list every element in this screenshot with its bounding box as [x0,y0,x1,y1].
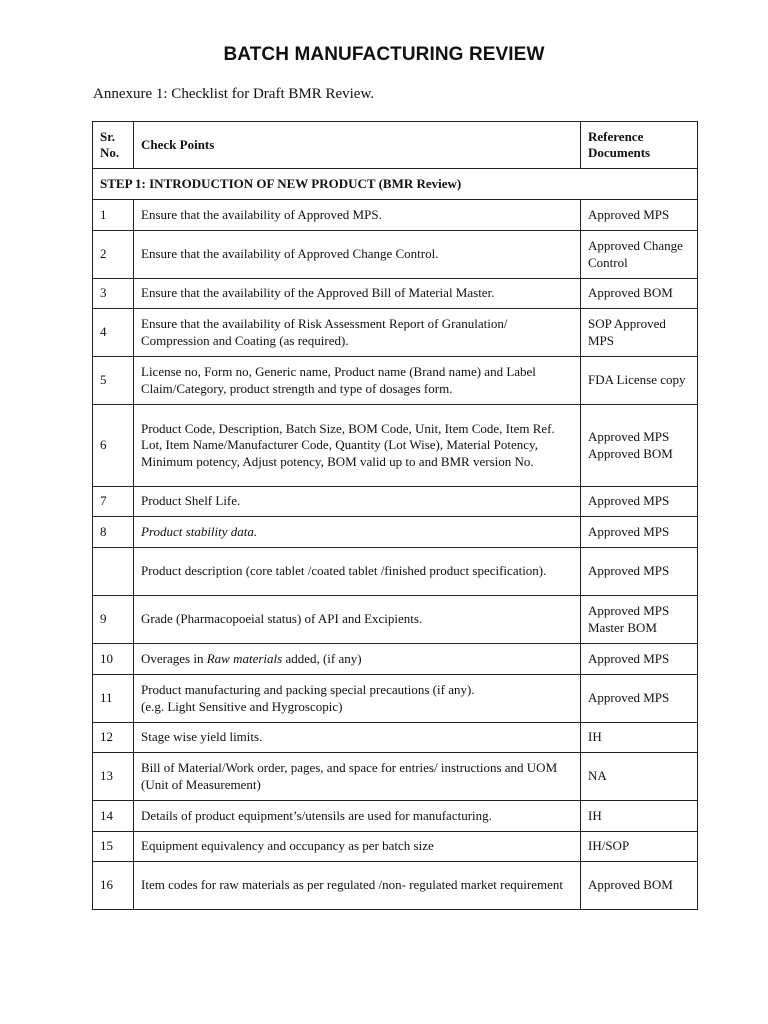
row-check-point: Item codes for raw materials as per regulated /non- regulated market requirement [134,862,581,910]
row-number: 8 [93,517,134,548]
table-row [93,405,698,487]
row-number: 11 [93,675,134,723]
table-row [93,753,698,801]
row-number: 1 [93,200,134,231]
table-row [93,517,698,548]
row-reference: Approved MPS [581,517,698,548]
row-check-point: Bill of Material/Work order, pages, and space for entries/ instructions and UOM (Unit of Measurement) [134,753,581,801]
table-row [93,231,698,279]
row-number: 5 [93,357,134,405]
row-number: 3 [93,279,134,309]
step-row [93,169,698,200]
header-sr-no: Sr. No. [93,122,134,169]
row-check-point: Product Shelf Life. [134,487,581,517]
row-number: 7 [93,487,134,517]
row-reference: Approved MPS Master BOM [581,596,698,644]
table-row [93,548,698,596]
row-number: 9 [93,596,134,644]
table-row [93,832,698,862]
row-reference: NA [581,753,698,801]
row-reference: IH [581,801,698,832]
row-check-point: Ensure that the availability of Risk Assessment Report of Granulation/ Compression and Coating (as required). [134,309,581,357]
row-check-point: Overages in Raw materials added, (if any) [134,644,581,675]
row-reference: Approved MPS Approved BOM [581,405,698,487]
row-check-point: Product description (core tablet /coated tablet /finished product specification). [134,548,581,596]
row-number: 4 [93,309,134,357]
row-reference: Approved MPS [581,675,698,723]
table-row [93,596,698,644]
document-title: BATCH MANUFACTURING REVIEW [223,44,545,65]
row-number: 16 [93,862,134,910]
table-row [93,675,698,723]
row-check-point: Stage wise yield limits. [134,723,581,753]
row-reference: IH [581,723,698,753]
row-check-point: License no, Form no, Generic name, Product name (Brand name) and Label Claim/Category, product strength and type of dosages form. [134,357,581,405]
row-reference: FDA License copy [581,357,698,405]
row-number: 2 [93,231,134,279]
table-row [93,644,698,675]
step-heading: STEP 1: INTRODUCTION OF NEW PRODUCT (BMR Review) [93,169,698,200]
row-number: 10 [93,644,134,675]
checklist-table [92,121,698,910]
row-reference: Approved MPS [581,200,698,231]
row-reference: Approved BOM [581,862,698,910]
table-row [93,309,698,357]
table-row [93,200,698,231]
row-check-point: Ensure that the availability of Approved MPS. [134,200,581,231]
row-check-point: Ensure that the availability of the Approved Bill of Material Master. [134,279,581,309]
row-number [93,548,134,596]
header-check-points: Check Points [134,122,581,169]
row-check-point: Product stability data. [134,517,581,548]
row-check-point: Details of product equipment’s/utensils are used for manufacturing. [134,801,581,832]
row-number: 12 [93,723,134,753]
row-number: 14 [93,801,134,832]
row-number: 6 [93,405,134,487]
table-row [93,862,698,910]
row-reference: Approved Change Control [581,231,698,279]
table-row [93,801,698,832]
header-reference-documents: Reference Documents [581,122,698,169]
row-reference: SOP Approved MPS [581,309,698,357]
row-number: 15 [93,832,134,862]
row-reference: Approved MPS [581,644,698,675]
row-reference: Approved BOM [581,279,698,309]
table-row [93,357,698,405]
row-reference: IH/SOP [581,832,698,862]
row-reference: Approved MPS [581,487,698,517]
row-check-point: Grade (Pharmacopoeial status) of API and Excipients. [134,596,581,644]
row-check-point: Equipment equivalency and occupancy as per batch size [134,832,581,862]
table-row [93,279,698,309]
table-row [93,487,698,517]
row-check-point: Ensure that the availability of Approved Change Control. [134,231,581,279]
row-check-point: Product manufacturing and packing special precautions (if any). (e.g. Light Sensitive and Hygroscopic) [134,675,581,723]
table-row [93,723,698,753]
row-reference: Approved MPS [581,548,698,596]
row-number: 13 [93,753,134,801]
table-header-row [93,122,698,169]
annexure-subtitle: Annexure 1: Checklist for Draft BMR Review. [93,86,375,102]
row-check-point: Product Code, Description, Batch Size, BOM Code, Unit, Item Code, Item Ref. Lot, Item Name/Manufacturer Code, Quantity (Lot Wise), Material Potency, Minimum potency, Adjust potency, BOM valid up to and BMR version No. [134,405,581,487]
